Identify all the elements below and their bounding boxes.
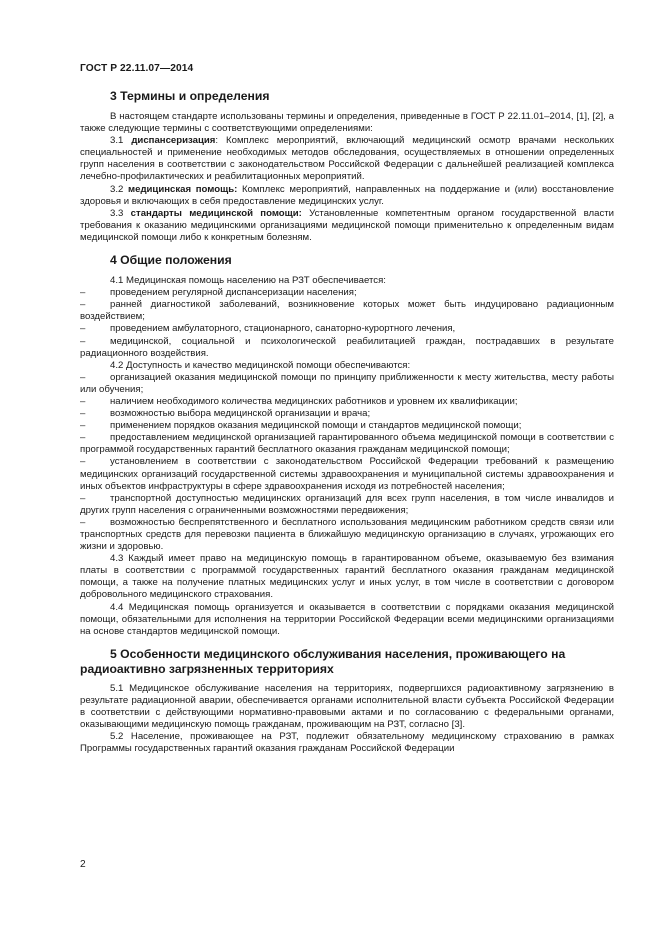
- list-item: [80, 456, 614, 492]
- list-item-text: ранней диагностикой заболеваний, возникновение которых может быть индуцировано радиационным воздействием;: [80, 299, 614, 323]
- term-name: стандарты медицинской помощи:: [130, 207, 302, 219]
- list-item-text: установлением в соответствии с законодательством Российской Федерации требований к размещению медицинских организаций государственной системы здравоохранения и муниципальной системы здравоохранения и иных объектов инфраструктуры в сфере здравоохранения исходя из потребностей населения;: [80, 456, 614, 492]
- section-3-title: 3 Термины и определения: [110, 89, 270, 103]
- dash-marker: –: [80, 395, 86, 407]
- list-item: [80, 408, 614, 420]
- list-item-text: проведением регулярной диспансеризации населения;: [110, 287, 357, 299]
- paragraph-4-2: 4.2 Доступность и качество медицинской помощи обеспечиваются:: [110, 359, 411, 371]
- list-item: [80, 287, 614, 299]
- term-number: 3.1: [110, 135, 124, 147]
- term-3-1: [80, 135, 614, 183]
- list-item-text: медицинской, социальной и психологической реабилитацией граждан, пострадавших в результате радиационного воздействия.: [80, 335, 614, 359]
- paragraph-4-3: 4.3 Каждый имеет право на медицинскую помощь в гарантированном объеме, оказываемую без взимания платы в соответствии с программой государственных гарантий бесплатного оказания гражданам медицинской помощи, а также на получение платных медицинских услуг и иных услуг, в том числе в соответствии с договором добровольного медицинского страхования.: [80, 553, 614, 601]
- section-4-title: 4 Общие положения: [110, 253, 232, 268]
- list-item: [80, 396, 614, 408]
- term-definition: : Комплекс мероприятий, включающий медицинский осмотр врачами нескольких специальностей и применение необходимых методов обследования, осуществляемых в отношении определенных групп населения в соответствии с законодательством Российской Федерации с дальнейшей реализацией комплекса лечебно-профилактических и реабилитационных мероприятий.: [80, 135, 614, 183]
- list-item: [80, 493, 614, 517]
- list-item-text: организацией оказания медицинской помощи по принципу приближенности к месту жительства, месту работы или обучения;: [80, 371, 614, 395]
- term-name: диспансеризация: [131, 135, 216, 147]
- paragraph-5-2: 5.2 Население, проживающее на РЗТ, подлежит обязательному медицинскому страхованию в рамках Программы государственных гарантий оказания гражданам Российской Федерации: [80, 731, 614, 755]
- section-3-intro: В настоящем стандарте использованы термины и определения, приведенные в ГОСТ Р 22.11.01–2014, [1], [2], а также следующие термины с соответствующими определениями:: [80, 111, 614, 135]
- term-definition: Установленные компетентным органом государственной власти требования к оказанию медицинскими организациями медицинской помощи применительно к определенным видам медицинской помощи либо к конкретным болезням.: [80, 207, 615, 243]
- list-item: [80, 299, 614, 323]
- list-item: [80, 336, 614, 360]
- section-4: [80, 253, 614, 638]
- list-item-text: транспортной доступностью медицинских организаций для всех групп населения, в том числе инвалидов и других групп населения с ограниченными возможностями передвижения;: [80, 492, 614, 516]
- document-body: [80, 89, 614, 764]
- dash-marker: –: [80, 432, 86, 444]
- term-3-3: [80, 208, 614, 244]
- dash-marker: –: [80, 492, 86, 504]
- list-item-text: возможностью беспрепятственного и бесплатного использования медицинским работником средств связи или транспортных средств для перевозки пациента в ближайшую медицинскую организацию в случаях, угрожающих его жизни и здоровью.: [80, 516, 614, 553]
- list-item: [80, 420, 614, 432]
- dash-marker: –: [80, 335, 86, 347]
- dash-marker: –: [80, 456, 86, 468]
- dash-marker: –: [80, 323, 86, 335]
- list-item: [80, 432, 614, 456]
- list-item-text: возможностью выбора медицинской организации и врача;: [110, 408, 371, 420]
- section-5-title: 5 Особенности медицинского обслуживания населения, проживающего на радиоактивно загрязненных территориях: [80, 646, 566, 676]
- term-number: 3.2: [110, 183, 124, 195]
- dash-marker: –: [80, 408, 86, 420]
- section-5: [80, 647, 614, 756]
- paragraph-4-4: 4.4 Медицинская помощь организуется и оказывается в соответствии с порядками оказания медицинской помощи, обязательными для исполнения на территории Российской Федерации всеми медицинскими организациями на основе стандартов медицинской помощи.: [80, 601, 614, 637]
- term-name: медицинская помощь:: [128, 183, 238, 195]
- dash-marker: –: [80, 420, 86, 432]
- list-item: [80, 372, 614, 396]
- section-3: [80, 89, 614, 244]
- term-3-2: [80, 184, 614, 208]
- list-item-text: наличием необходимого количества медицинских работников и уровнем их квалификации;: [110, 395, 518, 407]
- list-item: [80, 517, 614, 553]
- list-item-text: применением порядков оказания медицинской помощи и стандартов медицинской помощи;: [110, 420, 522, 432]
- term-number: 3.3: [110, 207, 124, 219]
- list-4-1: [80, 287, 614, 360]
- dash-marker: –: [80, 371, 86, 383]
- dash-marker: –: [80, 287, 86, 299]
- list-item-text: предоставлением медицинской организацией гарантированного объема медицинской помощи в соответствии с программой государственных гарантий бесплатного оказания гражданам медицинской помощи;: [80, 432, 614, 456]
- term-definition: Комплекс мероприятий, направленных на поддержание и (или) восстановление здоровья и включающих в себя предоставление медицинских услуг.: [80, 183, 615, 207]
- list-4-2: [80, 372, 614, 553]
- dash-marker: –: [80, 516, 86, 528]
- list-item-text: проведением амбулаторного, стационарного, санаторно-курортного лечения,: [110, 323, 456, 335]
- paragraph-5-1: 5.1 Медицинское обслуживание населения на территориях, подвергшихся радиоактивному загрязнению в результате радиационной аварии, обеспечивается органами исполнительной власти субъекта Российской Федерации в соответствии с действующими нормативно-правовыми актами и по согласованию с федеральными органами, оказывающими медицинскую помощь гражданам, проживающим на РЗТ, согласно [3].: [80, 682, 614, 731]
- document-header: ГОСТ Р 22.11.07—2014: [80, 63, 194, 74]
- list-item: [80, 323, 614, 335]
- paragraph-4-1: 4.1 Медицинская помощь населению на РЗТ обеспечивается:: [110, 275, 386, 287]
- dash-marker: –: [80, 299, 86, 311]
- page-number: 2: [80, 859, 86, 870]
